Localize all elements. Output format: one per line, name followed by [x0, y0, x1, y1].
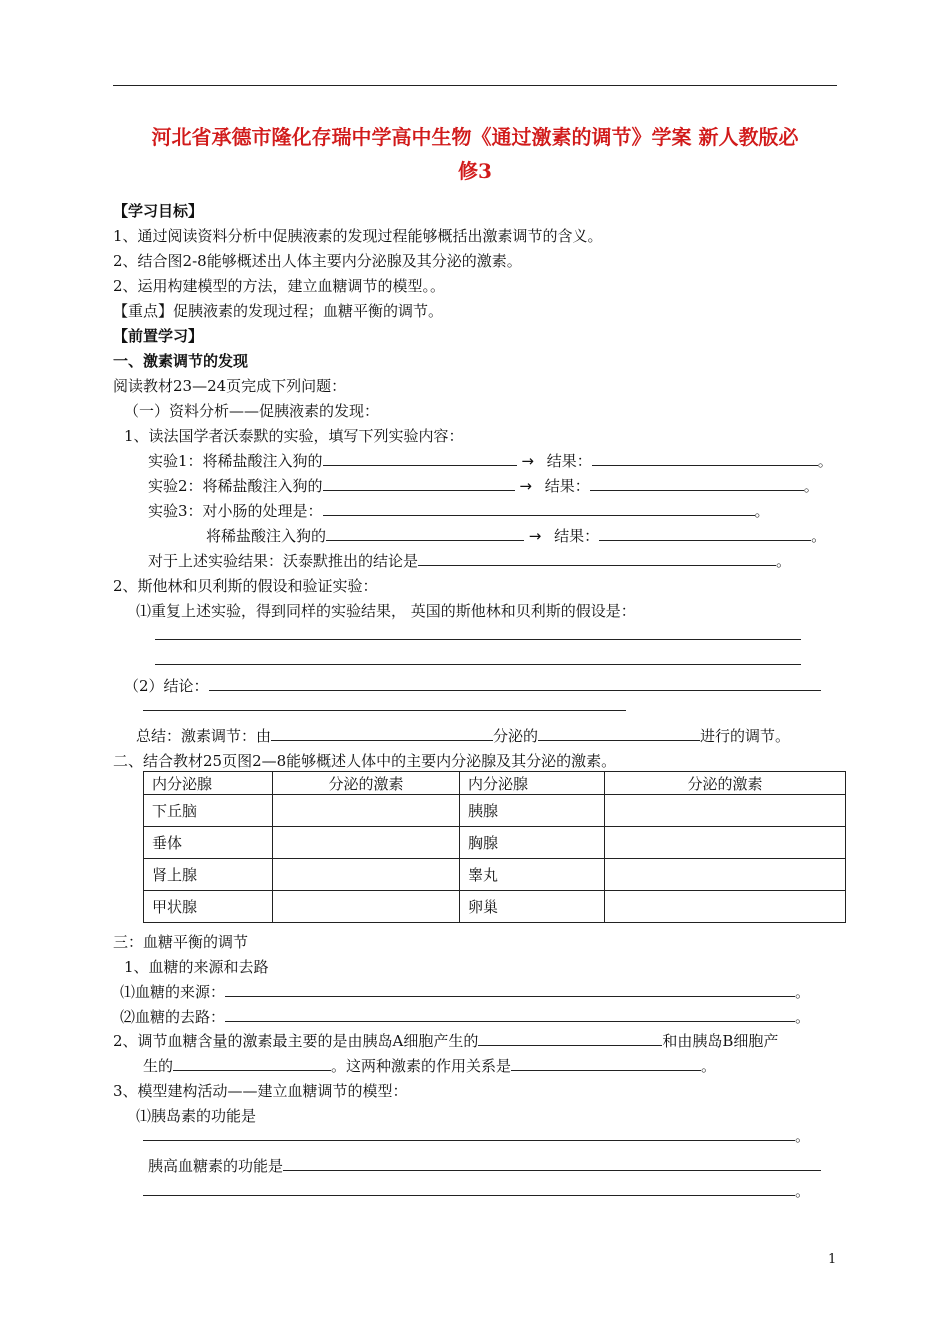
- insulin-function-blank[interactable]: [143, 1126, 795, 1141]
- experiment-3b-row: [206, 526, 826, 546]
- conclusion-2-line-2[interactable]: [143, 710, 626, 711]
- period: 。: [754, 502, 770, 520]
- glucose-source-blank[interactable]: [225, 982, 795, 997]
- section-3-question-2c: 生的: [143, 1057, 174, 1075]
- summary-blank-2[interactable]: [538, 726, 700, 741]
- conclusion-2-blank[interactable]: [209, 676, 821, 691]
- period: 。: [817, 452, 833, 470]
- section-3-question-2-cont: [143, 1056, 716, 1076]
- gland-cell: 肾上腺: [144, 859, 273, 891]
- conclusion-blank[interactable]: [418, 551, 776, 566]
- hypothesis-line-2[interactable]: [155, 664, 801, 665]
- conclusion-row: [148, 551, 791, 571]
- alpha-cell-hormone-blank[interactable]: [478, 1031, 662, 1046]
- hormone-cell[interactable]: [605, 891, 846, 923]
- section-3-question-2b: 和由胰岛B细胞产: [662, 1032, 779, 1050]
- header-rule: [113, 85, 837, 86]
- section-3-question-3: 3、模型建构活动——建立血糖调节的模型：: [113, 1082, 408, 1100]
- summary-part-c: 进行的调节。: [700, 727, 791, 745]
- section-2-heading: 二、结合教材25页图2—8能够概述人体中的主要内分泌腺及其分泌的激素。: [113, 752, 617, 770]
- result-1-blank[interactable]: [592, 451, 818, 466]
- experiment-1-blank[interactable]: [323, 451, 517, 466]
- hormone-cell[interactable]: [605, 859, 846, 891]
- endocrine-table: [143, 771, 846, 923]
- question-2: 2、斯他林和贝利斯的假设和验证实验：: [113, 577, 378, 595]
- focus-line: 【重点】促胰液素的发现过程；血糖平衡的调节。: [113, 302, 444, 320]
- objectives-heading: 【学习目标】: [113, 202, 204, 220]
- table-header: 分泌的激素: [605, 772, 846, 795]
- insulin-function-row: [143, 1126, 810, 1146]
- hormone-cell[interactable]: [273, 891, 460, 923]
- result-label: 结果：: [546, 452, 592, 470]
- period: 。: [811, 527, 827, 545]
- summary-part-b: 分泌的: [493, 727, 539, 745]
- gland-cell: 垂体: [144, 827, 273, 859]
- gland-cell: 甲状腺: [144, 891, 273, 923]
- table-row: [144, 795, 846, 827]
- read-instruction: 阅读教材23—24页完成下列问题：: [113, 377, 347, 395]
- gland-cell: 下丘脑: [144, 795, 273, 827]
- table-row: [144, 859, 846, 891]
- section-3-question-2a: 2、调节血糖含量的激素最主要的是由胰岛A细胞产生的: [113, 1032, 479, 1050]
- arrow-icon: →: [528, 527, 542, 545]
- gland-cell: 卵巢: [460, 891, 605, 923]
- section-3-question-2d: 。这两种激素的作用关系是: [331, 1057, 512, 1075]
- glucagon-function-row: [148, 1156, 821, 1176]
- glucagon-function-blank-2[interactable]: [143, 1181, 795, 1196]
- period: 。: [795, 1127, 811, 1145]
- period: 。: [803, 477, 819, 495]
- hormone-cell[interactable]: [273, 795, 460, 827]
- table-header: 分泌的激素: [273, 772, 460, 795]
- summary-blank-1[interactable]: [271, 726, 493, 741]
- result-3-blank[interactable]: [599, 526, 811, 541]
- question-2-1: ⑴重复上述实验，得到同样的实验结果， 英国的斯他林和贝利斯的假设是：: [136, 602, 636, 620]
- hormone-cell[interactable]: [273, 827, 460, 859]
- section-1-heading: 一、激素调节的发现: [113, 352, 249, 370]
- glucagon-function-row-2: [143, 1181, 810, 1201]
- glucagon-function-label: 胰高血糖素的功能是: [148, 1157, 284, 1175]
- experiment-2-row: [148, 476, 819, 496]
- period: 。: [795, 1008, 811, 1026]
- table-header: 内分泌腺: [144, 772, 273, 795]
- title-line-2: 修3: [458, 159, 492, 183]
- hormone-cell[interactable]: [605, 795, 846, 827]
- experiment-2-label: 实验2：将稀盐酸注入狗的: [148, 477, 323, 495]
- subsection-1: （一）资料分析——促胰液素的发现：: [124, 402, 380, 420]
- hormone-cell[interactable]: [605, 827, 846, 859]
- result-label: 结果：: [544, 477, 590, 495]
- objective-3: 2、运用构建模型的方法，建立血糖调节的模型。。: [113, 277, 446, 295]
- page-number: 1: [828, 1252, 837, 1267]
- hormone-cell[interactable]: [273, 859, 460, 891]
- table-row: [144, 891, 846, 923]
- summary-row: [136, 726, 790, 746]
- table-header: 内分泌腺: [460, 772, 605, 795]
- glucagon-function-blank[interactable]: [283, 1156, 821, 1171]
- experiment-3-blank[interactable]: [323, 501, 755, 516]
- gland-cell: 胸腺: [460, 827, 605, 859]
- experiment-2-blank[interactable]: [323, 476, 515, 491]
- glucose-source-row: [120, 982, 810, 1002]
- experiment-3-label: 实验3：对小肠的处理是：: [148, 502, 323, 520]
- period: 。: [776, 552, 792, 570]
- question-1: 1、读法国学者沃泰默的实验，填写下列实验内容：: [124, 427, 464, 445]
- page-title: [110, 120, 840, 188]
- hormone-relation-blank[interactable]: [511, 1056, 701, 1071]
- experiment-3-row: [148, 501, 770, 521]
- objective-1: 1、通过阅读资料分析中促胰液素的发现过程能够概括出激素调节的含义。: [113, 227, 603, 245]
- preview-heading: 【前置学习】: [113, 327, 204, 345]
- table-header-row: [144, 772, 846, 795]
- section-3-heading: 三：血糖平衡的调节: [113, 933, 249, 951]
- conclusion-prompt: 对于上述实验结果：沃泰默推出的结论是: [148, 552, 419, 570]
- section-3-question-1: 1、血糖的来源和去路: [124, 958, 269, 976]
- gland-cell: 睾丸: [460, 859, 605, 891]
- experiment-3b-blank[interactable]: [326, 526, 524, 541]
- objective-2: 2、结合图2-8能够概述出人体主要内分泌腺及其分泌的激素。: [113, 252, 522, 270]
- section-3-question-2-row: [113, 1031, 778, 1051]
- period: 。: [795, 1182, 811, 1200]
- result-2-blank[interactable]: [590, 476, 804, 491]
- title-line-1: 河北省承德市隆化存瑞中学高中生物《通过激素的调节》学案 新人教版必: [151, 125, 799, 149]
- glucose-source-label: ⑴血糖的来源：: [120, 983, 226, 1001]
- conclusion-2-label: （2）结论：: [124, 677, 209, 695]
- summary-part-a: 总结：激素调节：由: [136, 727, 272, 745]
- glucose-dest-row: [120, 1007, 810, 1027]
- arrow-icon: →: [521, 452, 534, 470]
- result-label: 结果：: [554, 527, 600, 545]
- arrow-icon: →: [519, 477, 532, 495]
- beta-cell-hormone-blank[interactable]: [173, 1056, 331, 1071]
- experiment-3b-label: 将稀盐酸注入狗的: [206, 527, 327, 545]
- period: 。: [795, 983, 811, 1001]
- table-row: [144, 827, 846, 859]
- hypothesis-line-1[interactable]: [155, 639, 801, 640]
- conclusion-2-row: [124, 676, 821, 696]
- experiment-1-label: 实验1：将稀盐酸注入狗的: [148, 452, 323, 470]
- glucose-dest-blank[interactable]: [225, 1007, 795, 1022]
- gland-cell: 胰腺: [460, 795, 605, 827]
- glucose-dest-label: ⑵血糖的去路：: [120, 1008, 226, 1026]
- insulin-function-label: ⑴胰岛素的功能是: [136, 1107, 257, 1125]
- experiment-1-row: [148, 451, 833, 471]
- period: 。: [701, 1057, 717, 1075]
